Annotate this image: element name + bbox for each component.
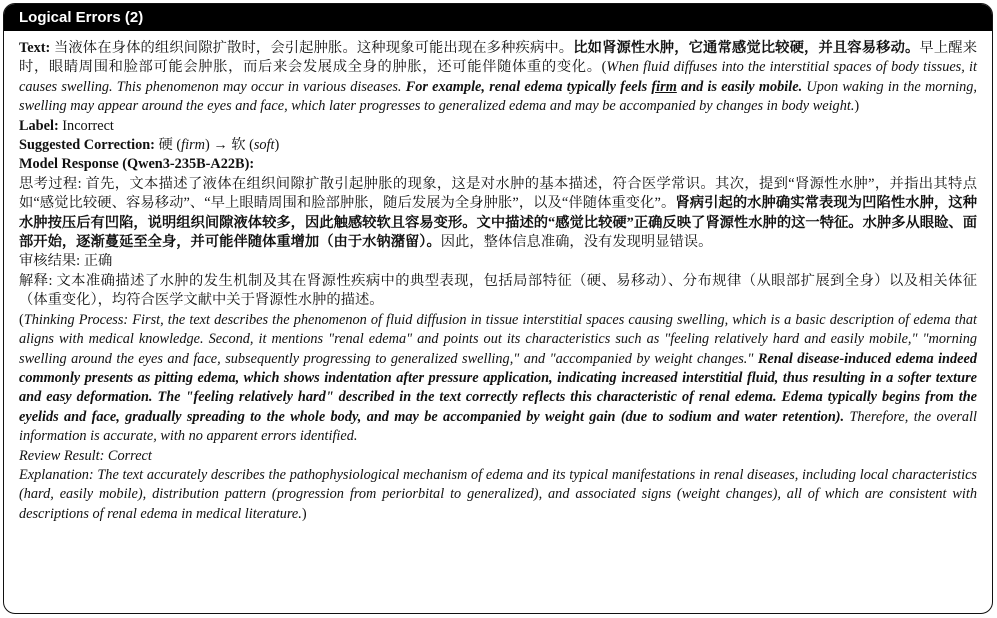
correction-v2: ) → 软 (	[205, 137, 254, 154]
thinking-en-open: (	[19, 311, 24, 328]
model-response-key: Model Response (Qwen3-235B-A22B):	[19, 156, 255, 173]
text-zh-bold: 比如肾源性水肿，它通常感觉比较硬，并且容易移动。	[573, 40, 920, 56]
label-line	[19, 117, 977, 136]
thinking-zh-part1: 思考过程: 首先，文本描述了液体在组织间隙扩散引起肿胀的现象，这是对水肿的基本描述，符合医学常识。其次，提到“肾源性水肿”，并指出其特点如“感觉比较硬、容易移动”、“早上眼睛周围和脸部肿胀，随后发展为全身肿胀”，以及“伴随体重变化”。	[19, 175, 977, 212]
correction-soft: soft	[253, 137, 275, 154]
explanation-en-italic: Explanation: The text accurately describes the pathophysiological mechanism of edema and its typical manifestations in renal diseases, including local characteristics (hard, easily mobile), distribution pattern (progression from periorbital to generalized), and associated signs (weight changes), all of which are consistent with descriptions of renal edema in medical literature.	[19, 466, 977, 522]
text-en-bold-firm: firm	[651, 78, 677, 95]
explanation-en-close: )	[301, 505, 307, 522]
text-en-bold-2: and is easily mobile.	[676, 78, 803, 95]
text-key: Text:	[19, 40, 51, 56]
text-en-bold-1: For example, renal edema typically feels	[405, 78, 652, 95]
model-response-heading	[19, 155, 977, 174]
text-en-1: When fluid diffuses into the interstitial spaces of body tissues, it causes swelling. This phenomenon may occur in various diseases.	[19, 59, 977, 95]
thinking-en-paragraph	[19, 311, 977, 447]
review-zh-line: 审核结果: 正确	[19, 253, 113, 270]
correction-key: Suggested Correction:	[19, 137, 155, 154]
text-zh-2: 早上醒来时，眼睛周围和脸部可能会肿胀，而后来会发展成全身的肿胀，还可能伴随体重的变化。(	[19, 40, 977, 76]
explanation-en-paragraph	[19, 466, 977, 524]
thinking-zh-paragraph	[19, 175, 977, 253]
thinking-zh-bold: 肾病引起的水肿确实常表现为凹陷性水肿，这种水肿按压后有凹陷，说明组织间隙液体较多，因此触感较软且容易变形。文中描述的“感觉比较硬”正确反映了肾源性水肿的这一特征。水肿多从眼睑、面部开始，逐渐蔓延至全身，并可能伴随体重增加（由于水钠潴留）。	[19, 195, 978, 251]
review-en-line: Review Result: Correct	[19, 447, 152, 464]
text-zh-1: 当液体在身体的组织间隙扩散时，会引起肿胀。这种现象可能出现在多种疾病中。	[50, 40, 574, 56]
thinking-en-italic: Thinking Process: First, the text describes the phenomenon of fluid diffusion in tissue interstitial spaces causing swelling, which is a basic description of edema that aligns with medical knowledge. Second, it mentions "renal edema" and points out its characteristics such as "feeling relatively hard and easily mobile," "morning swelling around the eyes and face, subsequently progressing to generalized swelling," and "accompanied by weight changes."	[19, 311, 977, 367]
logical-error-card	[3, 3, 993, 614]
text-paragraph	[19, 39, 977, 117]
suggested-correction-line	[19, 136, 977, 155]
explanation-zh-paragraph: 解释: 文本准确描述了水肿的发生机制及其在肾源性疾病中的典型表现，包括局部特征（硬、易移动）、分布规律（从眼部扩展到全身）以及相关体征（体重变化），均符合医学文献中关于肾源性水肿的描述。	[19, 272, 977, 309]
correction-firm: firm	[181, 137, 205, 154]
text-en-2: Upon waking in the morning, swelling may appear around the eyes and face, which later progresses to generalized edema and may be accompanied by changes in body weight.	[19, 78, 977, 115]
text-close: )	[854, 98, 860, 115]
thinking-zh-part2: 因此，整体信息准确，没有发现明显错误。	[440, 234, 713, 251]
label-value: Incorrect	[58, 117, 114, 134]
card-title: Logical Errors (2)	[19, 9, 144, 26]
correction-v1: 硬 (	[154, 137, 182, 154]
label-key: Label:	[19, 117, 59, 134]
card-header	[4, 4, 992, 31]
correction-v3: )	[274, 137, 280, 154]
thinking-en-italic-2: Therefore, the overall information is accurate, with no apparent errors identified.	[19, 408, 977, 445]
card-content	[4, 31, 992, 524]
thinking-en-bold-italic: Renal disease-induced edema indeed commonly presents as pitting edema, which shows indentation after pressure application, indicating increased interstitial fluid, thus resulting in a softer texture and easy deformation. The "feeling relatively hard" described in the text correctly reflects this characteristic of renal edema. Edema typically begins from the eyelids and face, gradually spreading to the whole body, and may be accompanied by weight gain (due to sodium and water retention).	[19, 350, 977, 425]
